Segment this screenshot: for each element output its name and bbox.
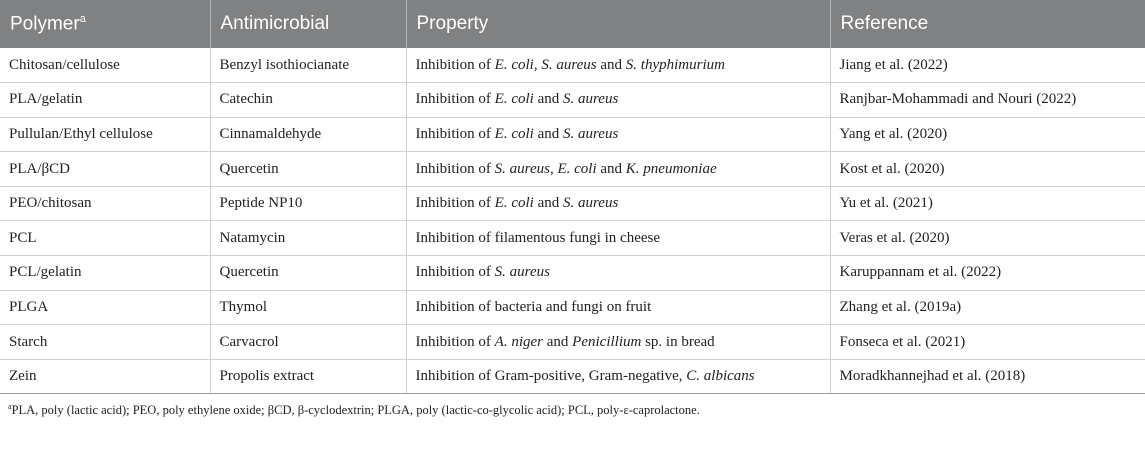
- cell-antimicrobial: Carvacrol: [210, 325, 406, 360]
- cell-antimicrobial: Cinnamaldehyde: [210, 117, 406, 152]
- property-organism-name: S. aureus: [563, 195, 619, 212]
- property-organism-name: S. aureus: [541, 56, 597, 73]
- cell-polymer: Pullulan/Ethyl cellulose: [0, 117, 210, 152]
- cell-polymer: PCL/gelatin: [0, 256, 210, 291]
- property-organism-name: E. coli: [494, 56, 534, 73]
- cell-polymer: PLA/gelatin: [0, 83, 210, 118]
- table-row: [0, 152, 1145, 187]
- cell-antimicrobial: Propolis extract: [210, 359, 406, 394]
- header-reference: Reference: [830, 0, 1145, 48]
- cell-property: [406, 256, 830, 291]
- header-polymer: [0, 0, 210, 48]
- property-text: Inhibition of: [415, 160, 495, 177]
- cell-reference: Yang et al. (2020): [830, 117, 1145, 152]
- cell-polymer: PLA/βCD: [0, 152, 210, 187]
- cell-property: [406, 290, 830, 325]
- cell-reference: Karuppannam et al. (2022): [830, 256, 1145, 291]
- property-organism-name: C. albicans: [686, 368, 755, 385]
- property-text: Inhibition of: [415, 125, 495, 142]
- property-organism-name: E. coli: [557, 160, 597, 177]
- property-text: ,: [549, 160, 558, 177]
- cell-polymer: PCL: [0, 221, 210, 256]
- cell-polymer: PEO/chitosan: [0, 186, 210, 221]
- table-row: [0, 256, 1145, 291]
- cell-property: [406, 83, 830, 118]
- cell-polymer: Chitosan/cellulose: [0, 48, 210, 83]
- property-text: and: [533, 91, 563, 108]
- table-row: [0, 221, 1145, 256]
- table-row: [0, 290, 1145, 325]
- cell-reference: Zhang et al. (2019a): [830, 290, 1145, 325]
- cell-property: [406, 186, 830, 221]
- cell-antimicrobial: Natamycin: [210, 221, 406, 256]
- property-text: Inhibition of bacteria and fungi on fruit: [415, 298, 652, 315]
- cell-property: [406, 325, 830, 360]
- table-header: [0, 0, 1145, 48]
- property-text: and: [596, 56, 626, 73]
- cell-antimicrobial: Quercetin: [210, 256, 406, 291]
- table-row: [0, 117, 1145, 152]
- cell-reference: Fonseca et al. (2021): [830, 325, 1145, 360]
- table-row: [0, 325, 1145, 360]
- cell-property: [406, 359, 830, 394]
- cell-antimicrobial: Thymol: [210, 290, 406, 325]
- property-text: and: [533, 195, 563, 212]
- property-organism-name: S. aureus: [563, 125, 619, 142]
- cell-reference: Yu et al. (2021): [830, 186, 1145, 221]
- property-organism-name: Penicillium: [572, 333, 642, 350]
- property-text: and: [596, 160, 626, 177]
- property-organism-name: K. pneumoniae: [625, 160, 717, 177]
- cell-property: [406, 221, 830, 256]
- property-organism-name: A. niger: [494, 333, 543, 350]
- header-antimicrobial: Antimicrobial: [210, 0, 406, 48]
- table-row: [0, 186, 1145, 221]
- property-text: and: [543, 333, 573, 350]
- property-text: Inhibition of: [415, 195, 495, 212]
- property-text: Inhibition of: [415, 264, 495, 281]
- table-footnote: [0, 394, 1145, 418]
- property-text: ,: [533, 56, 542, 73]
- cell-reference: Kost et al. (2020): [830, 152, 1145, 187]
- property-text: sp. in bread: [641, 333, 715, 350]
- footnote-text: PLA, poly (lactic acid); PEO, poly ethylene oxide; βCD, β-cyclodextrin; PLGA, poly (lactic-co-glycolic acid); PCL, poly-ε-caprolactone.: [11, 403, 700, 418]
- cell-property: [406, 152, 830, 187]
- cell-property: [406, 117, 830, 152]
- cell-polymer: Zein: [0, 359, 210, 394]
- property-text: Inhibition of: [415, 333, 495, 350]
- property-text: Inhibition of filamentous fungi in cheese: [415, 229, 661, 246]
- cell-antimicrobial: Benzyl isothiocianate: [210, 48, 406, 83]
- property-text: Inhibition of: [415, 56, 495, 73]
- table-row: [0, 359, 1145, 394]
- cell-reference: Jiang et al. (2022): [830, 48, 1145, 83]
- property-text: Inhibition of Gram-positive, Gram-negative,: [415, 368, 687, 385]
- cell-antimicrobial: Quercetin: [210, 152, 406, 187]
- property-organism-name: S. aureus: [494, 264, 550, 281]
- cell-antimicrobial: Catechin: [210, 83, 406, 118]
- property-organism-name: S. aureus: [563, 91, 619, 108]
- property-organism-name: E. coli: [494, 195, 534, 212]
- property-text: Inhibition of: [415, 91, 495, 108]
- header-property: Property: [406, 0, 830, 48]
- header-polymer-label: Polymer: [10, 13, 80, 35]
- table-body: [0, 48, 1145, 394]
- cell-antimicrobial: Peptide NP10: [210, 186, 406, 221]
- table-row: [0, 83, 1145, 118]
- cell-reference: Ranjbar-Mohammadi and Nouri (2022): [830, 83, 1145, 118]
- property-organism-name: E. coli: [494, 125, 534, 142]
- footnote-marker: a: [8, 402, 12, 412]
- cell-property: [406, 48, 830, 83]
- cell-reference: Veras et al. (2020): [830, 221, 1145, 256]
- property-text: and: [533, 125, 563, 142]
- table-row: [0, 48, 1145, 83]
- header-polymer-footnote-marker: a: [79, 12, 86, 25]
- property-organism-name: E. coli: [494, 91, 534, 108]
- cell-reference: Moradkhannejhad et al. (2018): [830, 359, 1145, 394]
- cell-polymer: PLGA: [0, 290, 210, 325]
- property-organism-name: S. aureus: [494, 160, 550, 177]
- property-organism-name: S. thyphimurium: [625, 56, 725, 73]
- cell-polymer: Starch: [0, 325, 210, 360]
